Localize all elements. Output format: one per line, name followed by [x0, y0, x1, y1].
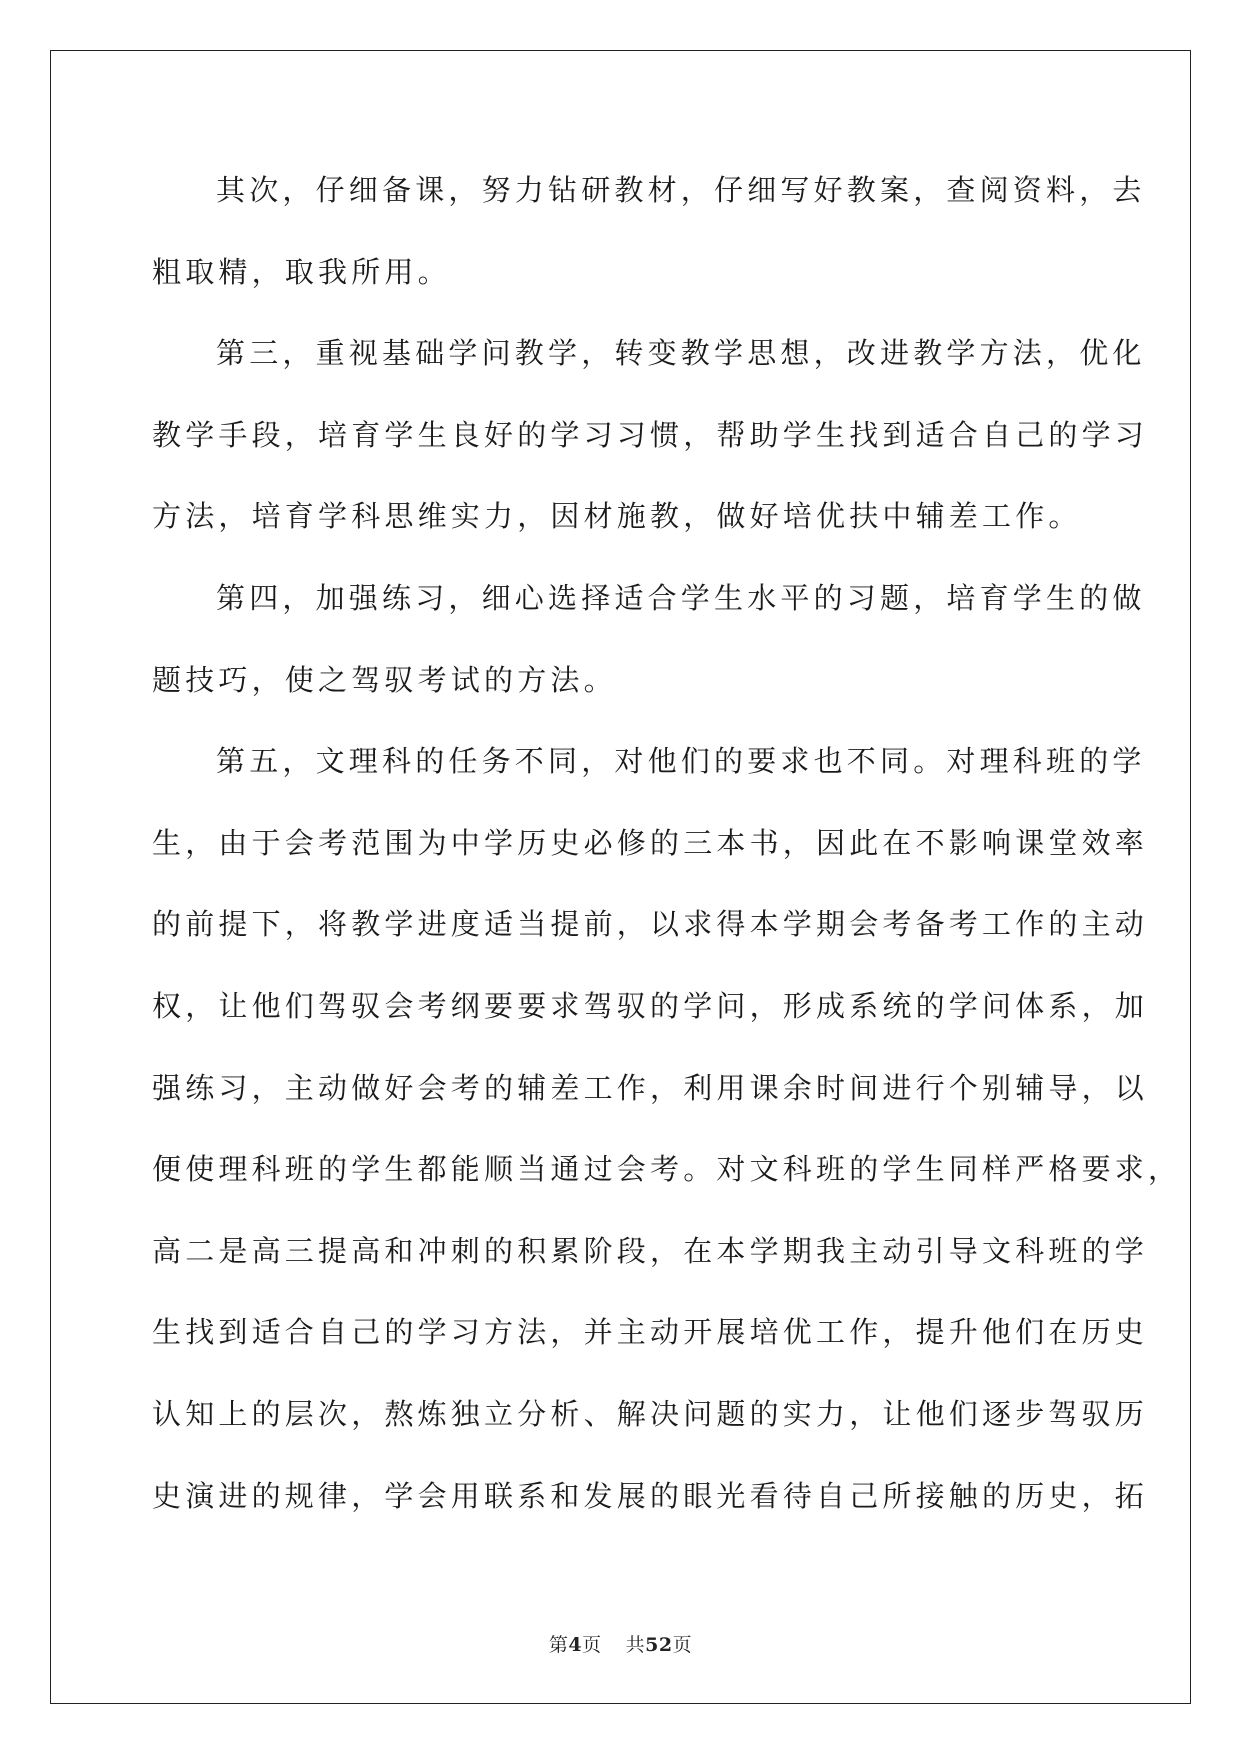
text-line: 其次，仔细备课，努力钻研教材，仔细写好教案，查阅资料，去	[216, 173, 1146, 207]
text-line: 的前提下，将教学进度适当提前，以求得本学期会考备考工作的主动	[152, 907, 1149, 942]
text-line: 高二是高三提高和冲刺的积累阶段，在本学期我主动引导文科班的学	[152, 1233, 1149, 1268]
text-line: 教学手段，培育学生良好的学习习惯，帮助学生找到适合自己的学习	[152, 417, 1149, 452]
page-prefix: 第	[548, 1634, 569, 1656]
text-line: 第三，重视基础学问教学，转变教学思想，改进教学方法，优化	[216, 336, 1146, 371]
total-prefix: 共	[625, 1634, 646, 1656]
text-line: 题技巧，使之驾驭考试的方法。	[152, 662, 617, 697]
text-line: 粗取精，取我所用。	[152, 254, 451, 289]
text-line: 生，由于会考范围为中学历史必修的三本书，因此在不影响课堂效率	[152, 825, 1149, 860]
text-line: 方法，培育学科思维实力，因材施教，做好培优扶中辅差工作。	[152, 499, 1082, 534]
text-line: 权，让他们驾驭会考纲要要求驾驭的学问，形成系统的学问体系，加	[152, 988, 1149, 1023]
text-line: 生找到适合自己的学习方法，并主动开展培优工作，提升他们在历史	[152, 1315, 1149, 1350]
text-line: 第四，加强练习，细心选择适合学生水平的习题，培育学生的做	[216, 580, 1146, 615]
document-body	[152, 160, 1182, 1547]
text-line: 史演进的规律，学会用联系和发展的眼光看待自己所接触的历史，拓	[152, 1478, 1149, 1513]
page-suffix: 页	[582, 1634, 602, 1656]
text-line: 第五，文理科的任务不同，对他们的要求也不同。对理科班的学	[216, 744, 1146, 779]
total-pages: 52	[645, 1634, 673, 1656]
page-number: 4	[568, 1634, 583, 1656]
total-suffix: 页	[672, 1634, 693, 1656]
text-line: 认知上的层次，熬炼独立分析、解决问题的实力，让他们逐步驾驭历	[152, 1396, 1149, 1431]
text-line: 便使理科班的学生都能顺当通过会考。对文科班的学生同样严格要求，	[152, 1152, 1182, 1187]
page-footer	[0, 1630, 1241, 1657]
text-line: 强练习，主动做好会考的辅差工作，利用课余时间进行个别辅导，以	[152, 1070, 1149, 1105]
